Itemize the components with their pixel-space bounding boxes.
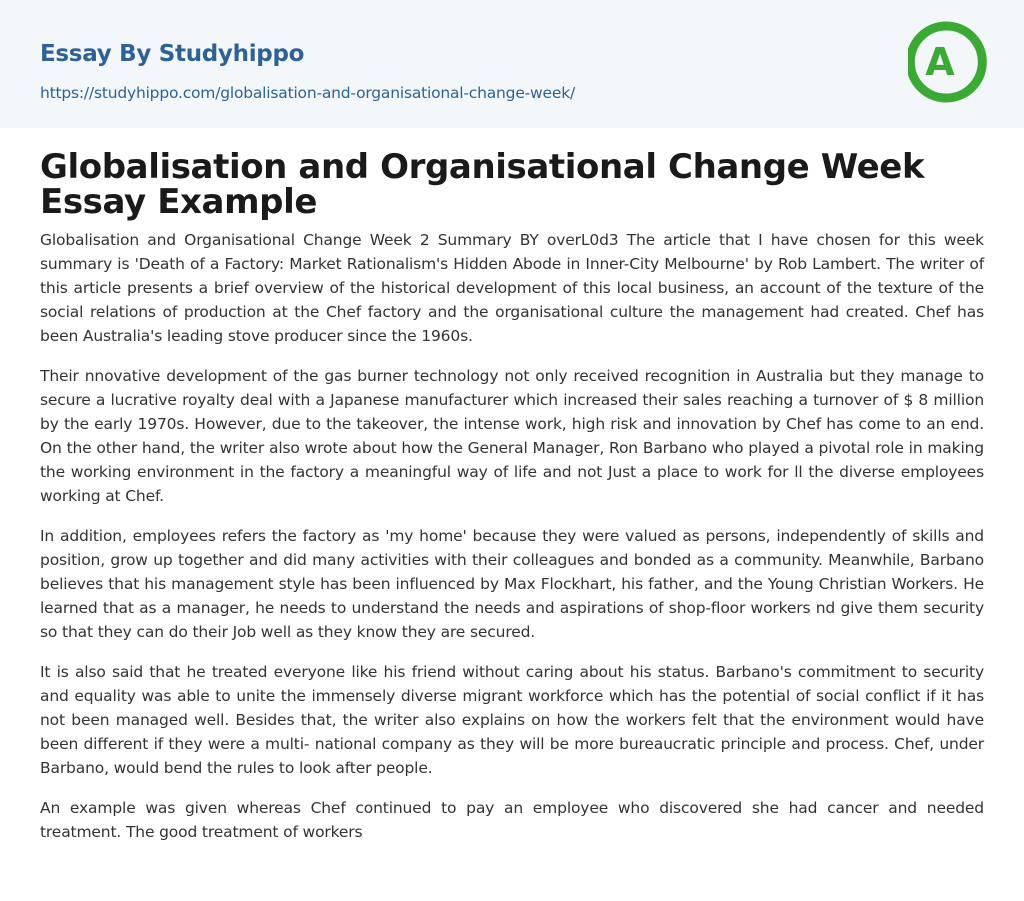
logo-letter: A — [925, 40, 955, 84]
article-paragraph: It is also said that he treated everyone like his friend without caring about his status. Barbano's commitment to security and equality was able to unite the immensely diverse migrant workforce which has the potential of social conflict if it has not been managed well. Besides that, the writer also explains on how the workers felt that the environment would have been different if they were a multi- national company as they will be more bureaucratic principle and process. Chef, under Barbano, would bend the rules to look after people. — [40, 663, 984, 777]
article-paragraph: An example was given whereas Chef continued to pay an employee who discovered she had cancer and needed treatment. The good treatment of workers — [40, 799, 984, 841]
article-paragraph: Their nnovative development of the gas burner technology not only received recognition in Australia but they manage to secure a lucrative royalty deal with a Japanese manufacturer which increased their sales reaching a turnover of $ 8 million by the early 1970s. However, due to the takeover, the intense work, high risk and innovation by Chef has come to an end. On the other hand, the writer also wrote about how the General Manager, Ron Barbano who played a pivotal role in making the working environment in the factory a meaningful way of life and not Just a place to work for ll the diverse employees working at Chef. — [40, 367, 984, 505]
article-title: Globalisation and Organisational Change Week Essay Example — [40, 147, 925, 222]
article-paragraph: Globalisation and Organisational Change Week 2 Summary BY overL0d3 The article that I have chosen for this week summary is 'Death of a Factory: Market Rationalism's Hidden Abode in Inner-City Melbourne' by Rob Lambert. The writer of this article presents a brief overview of the historical development of this local business, an account of the texture of the social relations of production at the Chef factory and the organisational culture the management had created. Chef has been Australia's leading stove producer since the 1960s. — [40, 231, 984, 345]
site-header — [0, 0, 1024, 128]
site-brand[interactable]: Essay By Studyhippo — [40, 41, 305, 67]
article-paragraph: In addition, employees refers the factory as 'my home' because they were valued as persons, independently of skills and position, grow up together and did many activities with their colleagues and bonded as a community. Meanwhile, Barbano believes that his management style has been influenced by Max Flockhart, his father, and the Young Christian Workers. He learned that as a manager, he needs to understand the needs and aspirations of shop-floor workers nd give them security so that they can do their Job well as they know they are secured. — [40, 527, 984, 641]
studyhippo-logo-icon[interactable] — [908, 17, 988, 107]
article-body — [40, 228, 984, 860]
page-url-link[interactable]: https://studyhippo.com/globalisation-and-organisational-change-week/ — [40, 84, 575, 102]
